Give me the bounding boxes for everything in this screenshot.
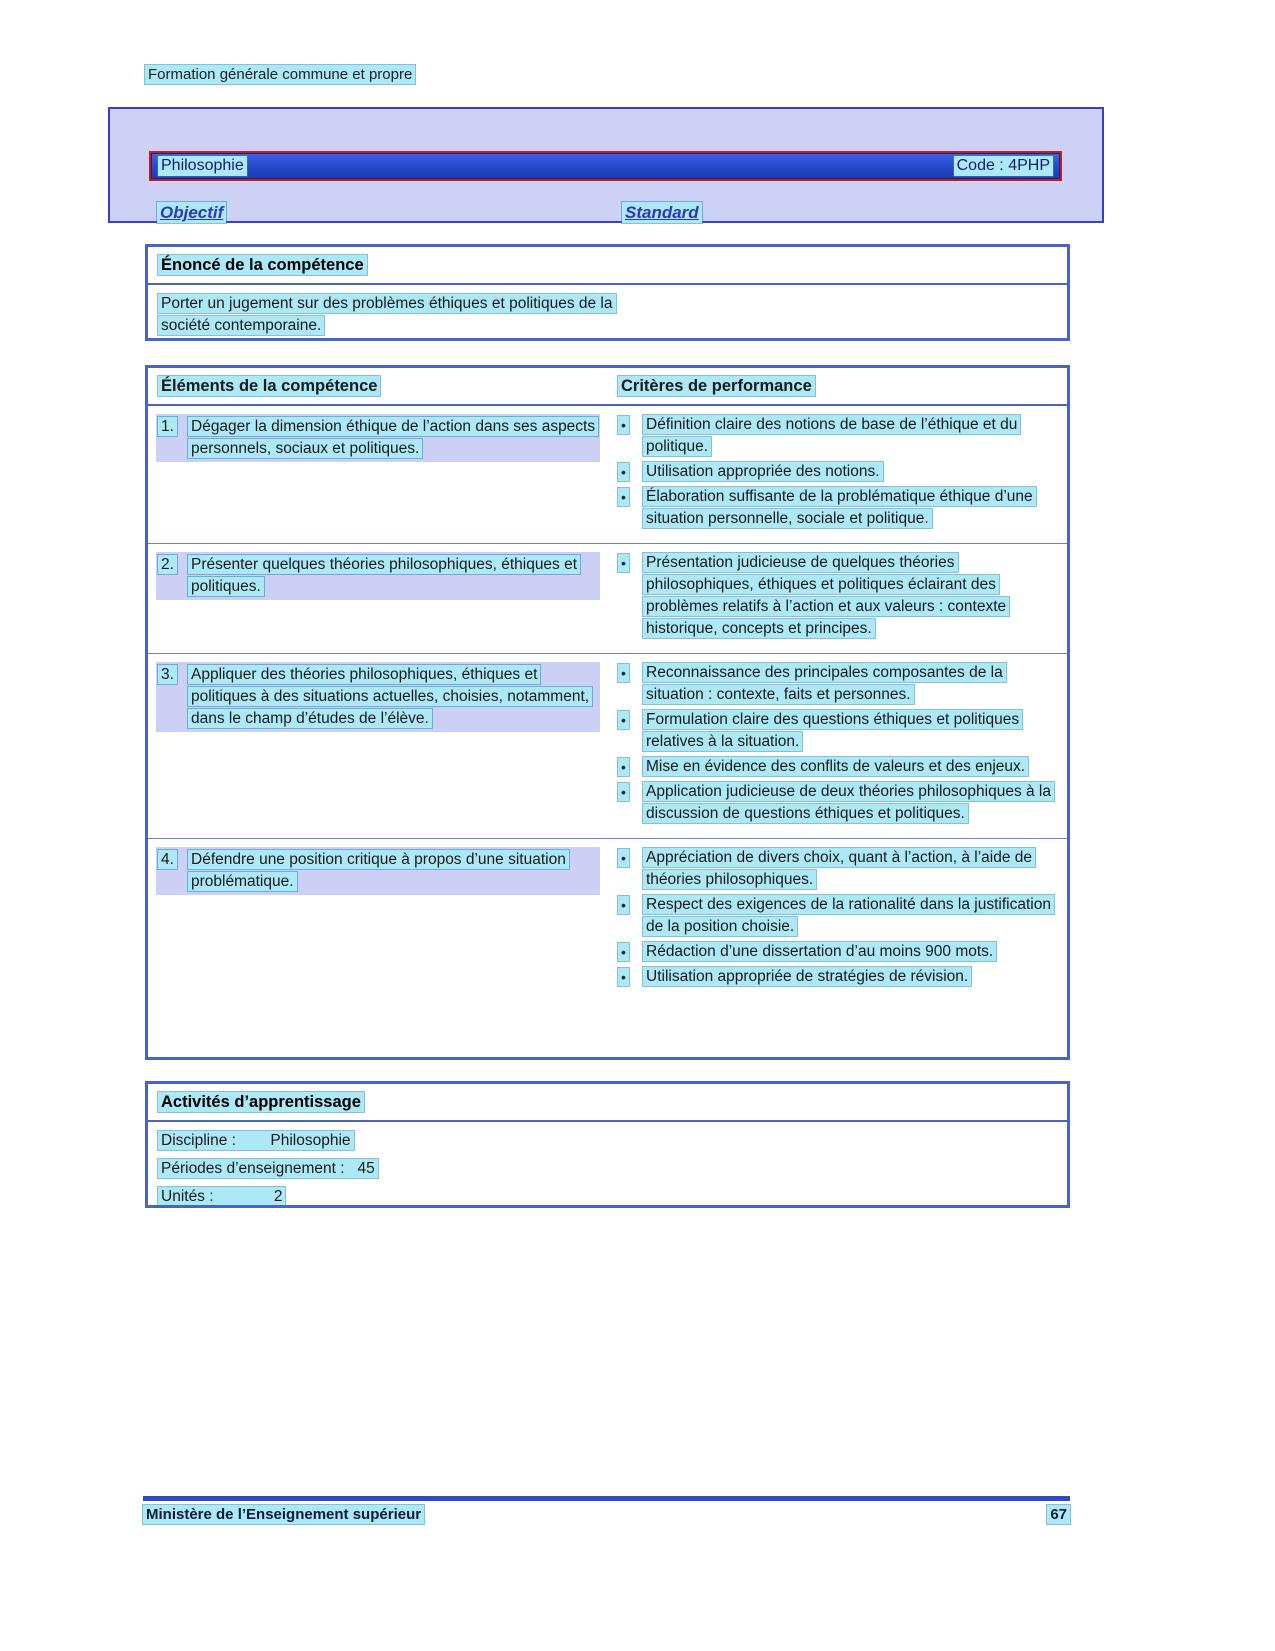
- element-cell: [148, 839, 608, 1001]
- criterion-text: [643, 662, 1059, 706]
- criterion-text: [643, 709, 1059, 753]
- course-title: Philosophie: [158, 156, 247, 176]
- criterion-item: [618, 847, 1059, 891]
- activity-line-text: Discipline : Philosophie: [158, 1131, 354, 1150]
- element-text: [188, 416, 598, 460]
- bullet-icon: [618, 662, 643, 706]
- bullet-glyph: •: [618, 849, 629, 867]
- element-item: [156, 414, 600, 462]
- bullet-icon: [618, 941, 643, 963]
- objectif-heading-text: Objectif: [157, 202, 226, 223]
- element-text-content: Dégager la dimension éthique de l’action dans ses aspects personnels, sociaux et politiques.: [188, 417, 598, 458]
- criterion-text-content: Mise en évidence des conflits de valeurs et des enjeux.: [643, 757, 1028, 776]
- bullet-glyph: •: [618, 488, 629, 506]
- element-text-content: Appliquer des théories philosophiques, éthiques et politiques à des situations actuelles, choisies, notamment, dans le champ d’études de l’élève.: [188, 665, 592, 728]
- footer-ministry-text: Ministère de l’Enseignement supérieur: [143, 1505, 424, 1524]
- criteria-cell: [608, 839, 1067, 1001]
- bullet-icon: [618, 552, 643, 640]
- element-item: [156, 847, 600, 895]
- bullet-icon: [618, 756, 643, 778]
- criterion-text: [643, 756, 1059, 778]
- criteres-column-heading: [608, 368, 1067, 404]
- bullet-glyph: •: [618, 711, 629, 729]
- criterion-text: [643, 486, 1059, 530]
- element-text: [188, 664, 598, 730]
- bullet-icon: [618, 894, 643, 938]
- criterion-text: [643, 894, 1059, 938]
- criterion-item: [618, 941, 1059, 963]
- activities-heading: [148, 1084, 1067, 1122]
- criteres-column-heading-text: Critères de performance: [618, 376, 815, 396]
- criterion-item: [618, 461, 1059, 483]
- activity-line-unites: [158, 1186, 1057, 1208]
- criterion-item: [618, 709, 1059, 753]
- element-number: [158, 849, 188, 893]
- bullet-icon: [618, 966, 643, 988]
- bullet-glyph: •: [618, 783, 629, 801]
- criterion-text-content: Application judicieuse de deux théories philosophiques à la discussion de questions éthiques et politiques.: [643, 782, 1054, 823]
- standard-heading: [622, 203, 702, 223]
- elements-column-heading-text: Éléments de la compétence: [158, 376, 380, 396]
- criterion-text-content: Reconnaissance des principales composantes de la situation : contexte, faits et personnes.: [643, 663, 1006, 704]
- criterion-text-content: Présentation judicieuse de quelques théories philosophiques, éthiques et politiques éclairant des problèmes relatifs à l’action et aux valeurs : contexte historique, concepts et principes.: [643, 553, 1009, 638]
- criterion-text-content: Définition claire des notions de base de l’éthique et du politique.: [643, 415, 1020, 456]
- element-number-text: 4.: [158, 850, 177, 869]
- enonce-body-text: Porter un jugement sur des problèmes éthiques et politiques de la société contemporaine.: [158, 294, 616, 335]
- element-text: [188, 554, 598, 598]
- bullet-icon: [618, 781, 643, 825]
- criterion-item: [618, 894, 1059, 938]
- element-cell: [148, 544, 608, 653]
- document-category-label: [145, 66, 415, 83]
- criterion-item: [618, 781, 1059, 825]
- bullet-icon: [618, 847, 643, 891]
- element-cell: [148, 406, 608, 543]
- course-code: Code : 4PHP: [954, 156, 1053, 176]
- criterion-text: [643, 414, 1059, 458]
- criteria-cell: [608, 654, 1067, 838]
- element-cell: [148, 654, 608, 838]
- criterion-text-content: Rédaction d’une dissertation d’au moins 900 mots.: [643, 942, 996, 961]
- bullet-glyph: •: [618, 943, 629, 961]
- bullet-glyph: •: [618, 416, 629, 434]
- element-number-text: 3.: [158, 665, 177, 684]
- criterion-item: [618, 756, 1059, 778]
- criterion-text-content: Appréciation de divers choix, quant à l’action, à l’aide de théories philosophiques.: [643, 848, 1035, 889]
- element-text: [188, 849, 598, 893]
- criterion-text: [643, 781, 1059, 825]
- page-number: 67: [1047, 1505, 1070, 1524]
- criterion-item: [618, 486, 1059, 530]
- activities-heading-text: Activités d’apprentissage: [158, 1092, 364, 1112]
- bullet-glyph: •: [618, 896, 629, 914]
- criterion-text-content: Utilisation appropriée de stratégies de révision.: [643, 967, 971, 986]
- criterion-text: [643, 847, 1059, 891]
- criterion-text: [643, 461, 1059, 483]
- activity-line-text: Périodes d’enseignement : 45: [158, 1159, 378, 1178]
- criteria-cell: [608, 406, 1067, 543]
- activity-line-text: Unités : 2: [158, 1187, 285, 1206]
- table-row: [148, 653, 1067, 838]
- element-text-content: Défendre une position critique à propos d’une situation problématique.: [188, 850, 569, 891]
- criterion-text-content: Élaboration suffisante de la problématique éthique d’une situation personnelle, sociale et politique.: [643, 487, 1036, 528]
- course-header-box: [108, 107, 1104, 223]
- standard-heading-text: Standard: [622, 202, 702, 223]
- enonce-body: [148, 285, 628, 341]
- criterion-text: [643, 966, 1059, 988]
- bullet-icon: [618, 486, 643, 530]
- enonce-competence-box: [145, 244, 1070, 341]
- criterion-text-content: Formulation claire des questions éthiques et politiques relatives à la situation.: [643, 710, 1022, 751]
- element-number: [158, 416, 188, 460]
- enonce-heading-text: Énoncé de la compétence: [158, 255, 367, 275]
- page-footer: [143, 1496, 1070, 1524]
- activity-line-discipline: [158, 1130, 1057, 1152]
- table-row: [148, 838, 1067, 1001]
- bullet-glyph: •: [618, 968, 629, 986]
- element-item: [156, 552, 600, 600]
- criterion-item: [618, 966, 1059, 988]
- activity-line-periodes: [158, 1158, 1057, 1180]
- criterion-text: [643, 941, 1059, 963]
- element-item: [156, 662, 600, 732]
- criterion-text-content: Utilisation appropriée des notions.: [643, 462, 883, 481]
- activities-lines: [148, 1122, 1067, 1208]
- bullet-icon: [618, 461, 643, 483]
- element-number: [158, 554, 188, 598]
- criterion-item: [618, 414, 1059, 458]
- criterion-text: [643, 552, 1059, 640]
- element-number: [158, 664, 188, 730]
- table-row: [148, 543, 1067, 653]
- course-title-bar: [149, 151, 1062, 181]
- activities-box: [145, 1081, 1070, 1208]
- bullet-glyph: •: [618, 554, 629, 572]
- competence-table-header: [148, 368, 1067, 406]
- elements-column-heading: [148, 368, 608, 404]
- element-text-content: Présenter quelques théories philosophiques, éthiques et politiques.: [188, 555, 580, 596]
- element-number-text: 2.: [158, 555, 177, 574]
- enonce-heading: [148, 247, 1067, 285]
- criterion-item: [618, 552, 1059, 640]
- bullet-glyph: •: [618, 463, 629, 481]
- bullet-glyph: •: [618, 664, 629, 682]
- objectif-heading: [157, 203, 226, 223]
- document-category-text: Formation générale commune et propre: [145, 65, 415, 84]
- bullet-glyph: •: [618, 758, 629, 776]
- criterion-text-content: Respect des exigences de la rationalité dans la justification de la position choisie.: [643, 895, 1054, 936]
- criterion-item: [618, 662, 1059, 706]
- criteria-cell: [608, 544, 1067, 653]
- bullet-icon: [618, 709, 643, 753]
- element-number-text: 1.: [158, 417, 177, 436]
- bullet-icon: [618, 414, 643, 458]
- competence-table: [145, 365, 1070, 1060]
- table-row: [148, 406, 1067, 543]
